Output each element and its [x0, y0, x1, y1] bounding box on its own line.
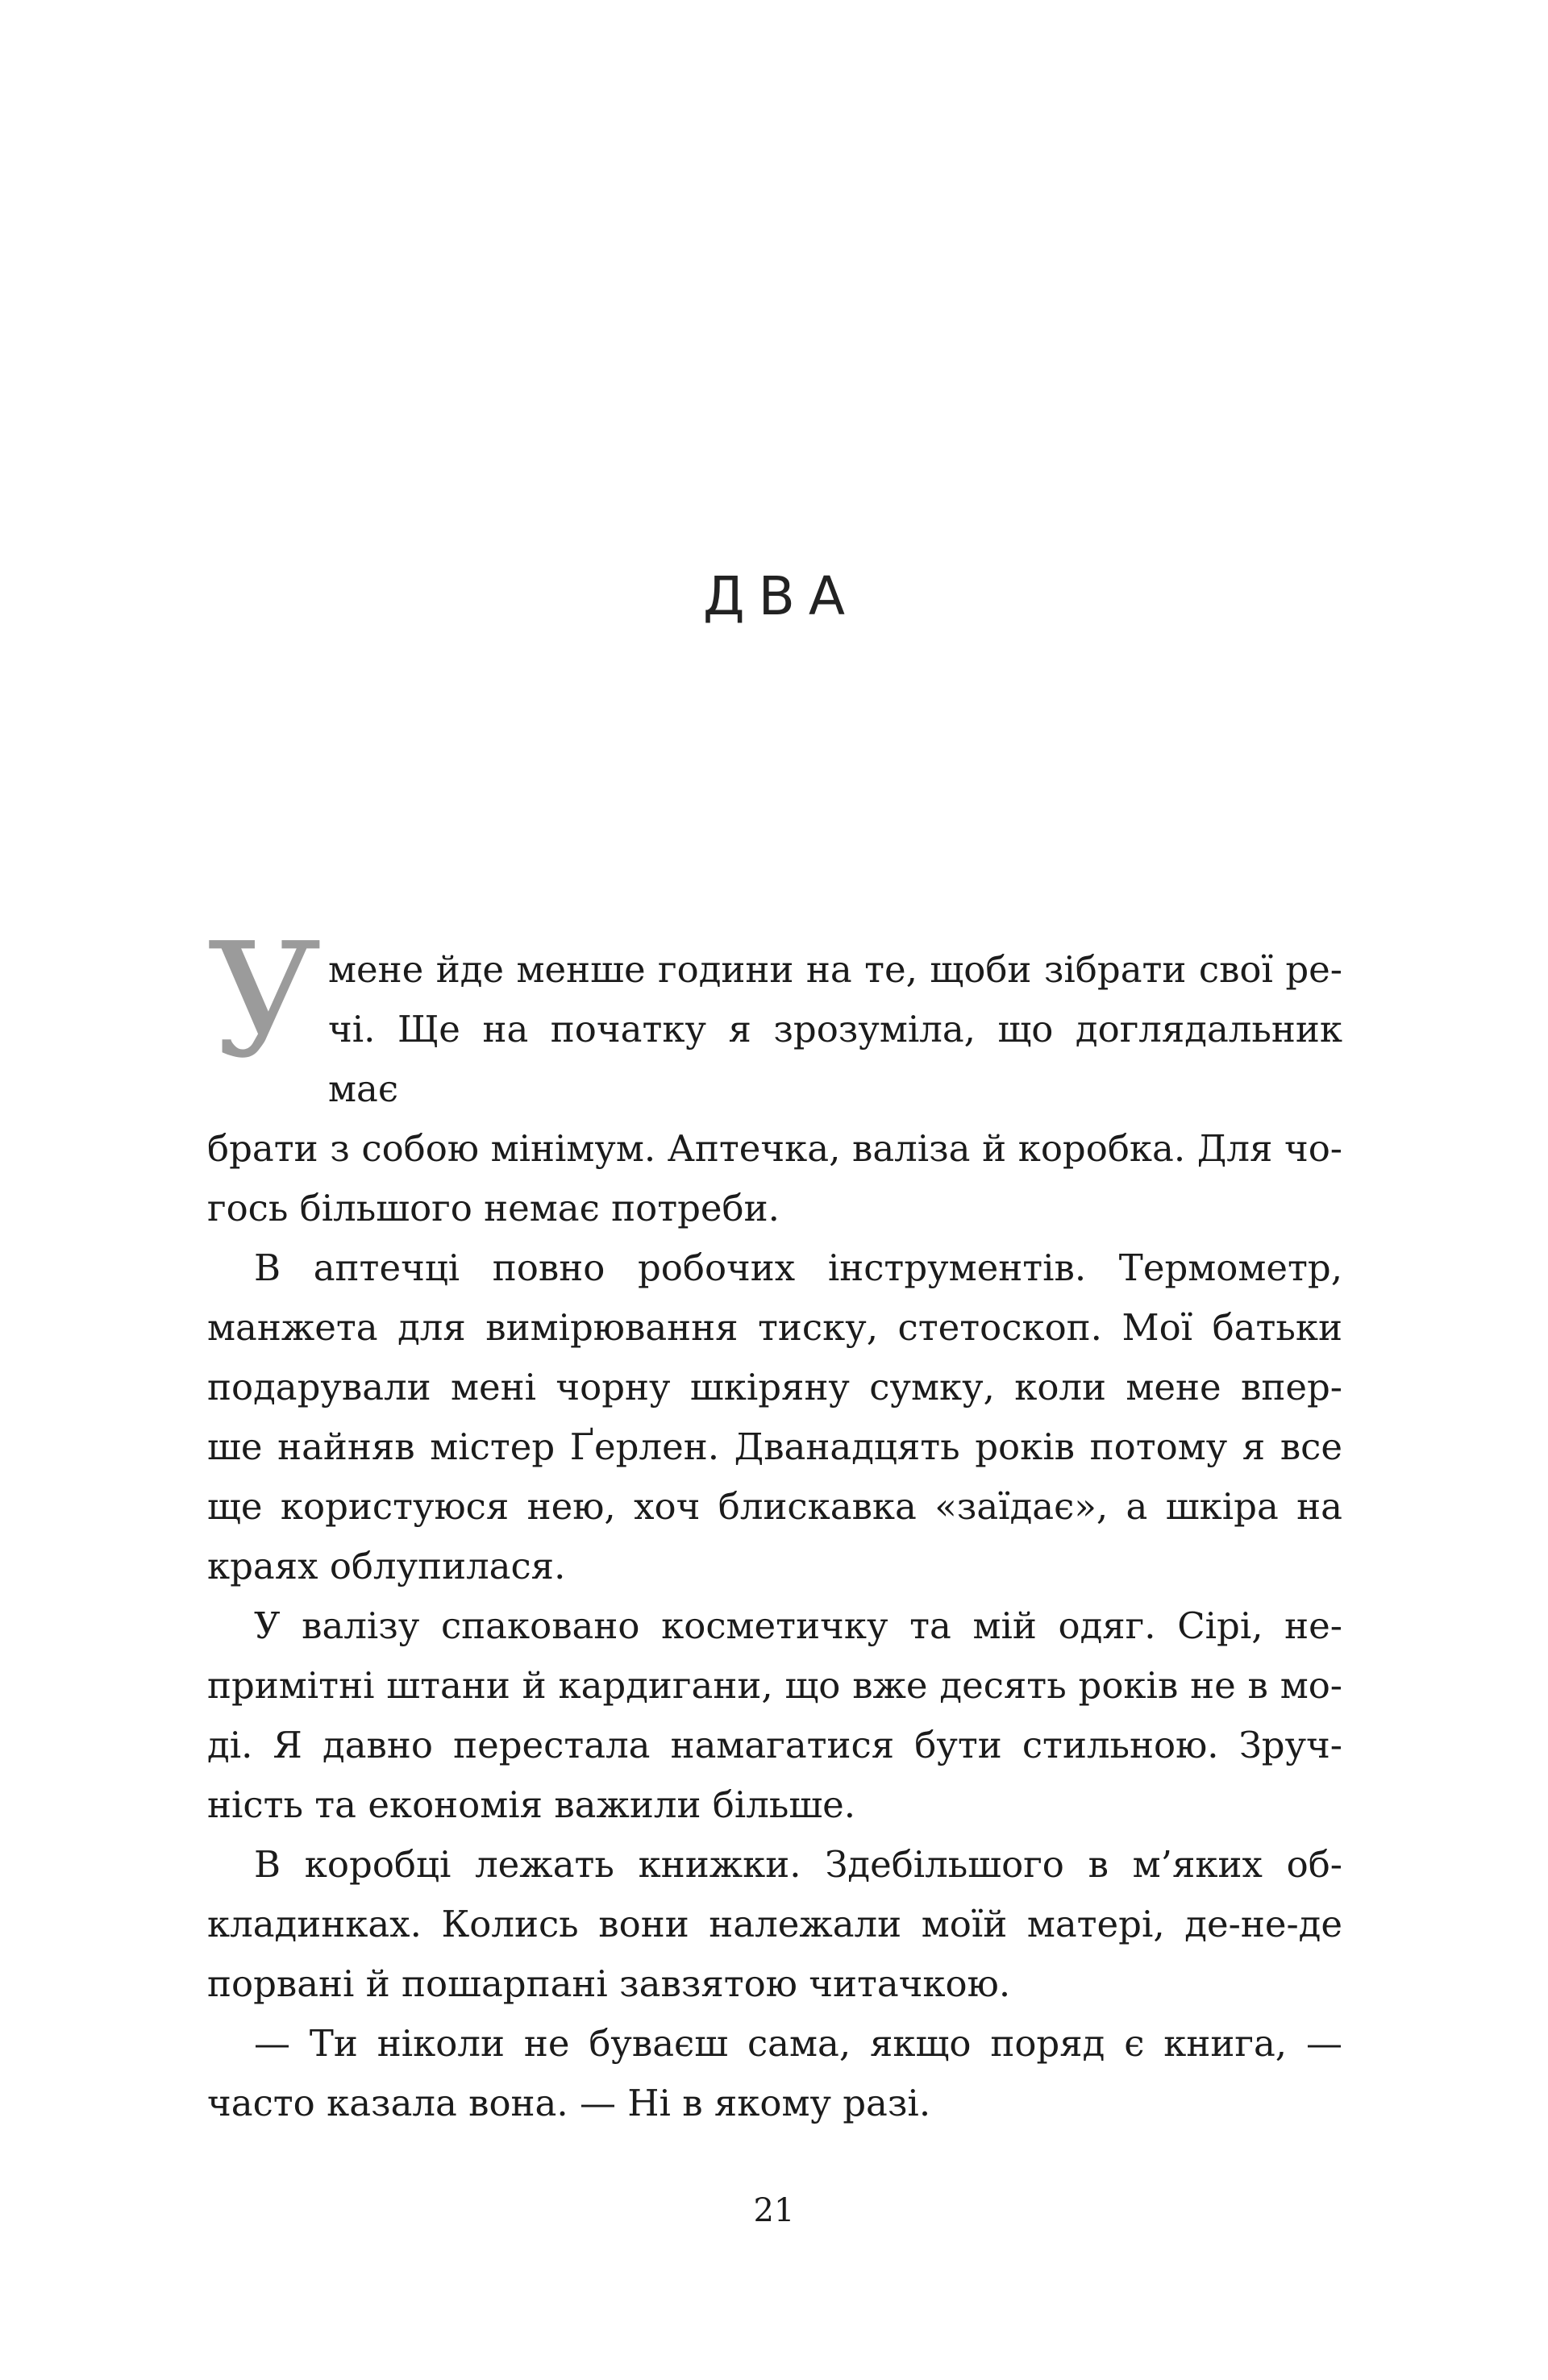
paragraph [207, 2014, 1342, 2133]
text-line: кладинках. Колись вони належали моїй матері, де-не-де [207, 1903, 1342, 1945]
page-number: 21 [753, 2192, 795, 2229]
text-line: — Ти ніколи не буваєш сама, якщо поряд є книга, — [254, 2022, 1342, 2065]
text-line: часто казала вона. — Ні в якому разі. [207, 2082, 931, 2124]
text-line: ді. Я давно перестала намагатися бути стильною. Зруч- [207, 1724, 1342, 1766]
text-line: мене йде менше години на те, щоби зібрати свої ре- [328, 948, 1342, 991]
chapter-title: ДВА [703, 565, 859, 627]
text-line: В коробці лежать книжки. Здебільшого в м’яких об- [254, 1843, 1342, 1886]
text-line: чі. Ще на початку я зрозуміла, що доглядальник має [328, 1008, 1342, 1110]
text-line: гось більшого немає потреби. [207, 1187, 780, 1230]
paragraph [207, 1835, 1342, 2014]
text-line: подарували мені чорну шкіряну сумку, коли мене впер- [207, 1366, 1342, 1408]
paragraph [207, 1596, 1342, 1835]
text-line: У валізу спаковано косметичку та мій одяг. Сірі, не- [254, 1604, 1342, 1647]
text-line: брати з собою мінімум. Аптечка, валіза й коробка. Для чо- [207, 1127, 1342, 1170]
text-line: краях облупилася. [207, 1545, 566, 1587]
text-line: порвані й пошарпані завзятою читачкою. [207, 1962, 1011, 2005]
paragraph [207, 909, 1342, 1238]
text-line: ще користуюся нею, хоч блискавка «заїдає», а шкіра на [207, 1485, 1342, 1528]
text-line: ність та економія важили більше. [207, 1783, 856, 1826]
text-line: В аптечці повно робочих інструментів. Термометр, [254, 1246, 1342, 1289]
paragraph [207, 1238, 1342, 1596]
text-line: ше найняв містер Ґерлен. Дванадцять років потому я все [207, 1425, 1342, 1468]
body-text [207, 909, 1342, 2133]
drop-cap: У [207, 909, 322, 1093]
text-line: манжета для вимірювання тиску, стетоскоп. Мої батьки [207, 1306, 1342, 1349]
text-line: примітні штани й кардигани, що вже десять років не в мо- [207, 1664, 1342, 1707]
